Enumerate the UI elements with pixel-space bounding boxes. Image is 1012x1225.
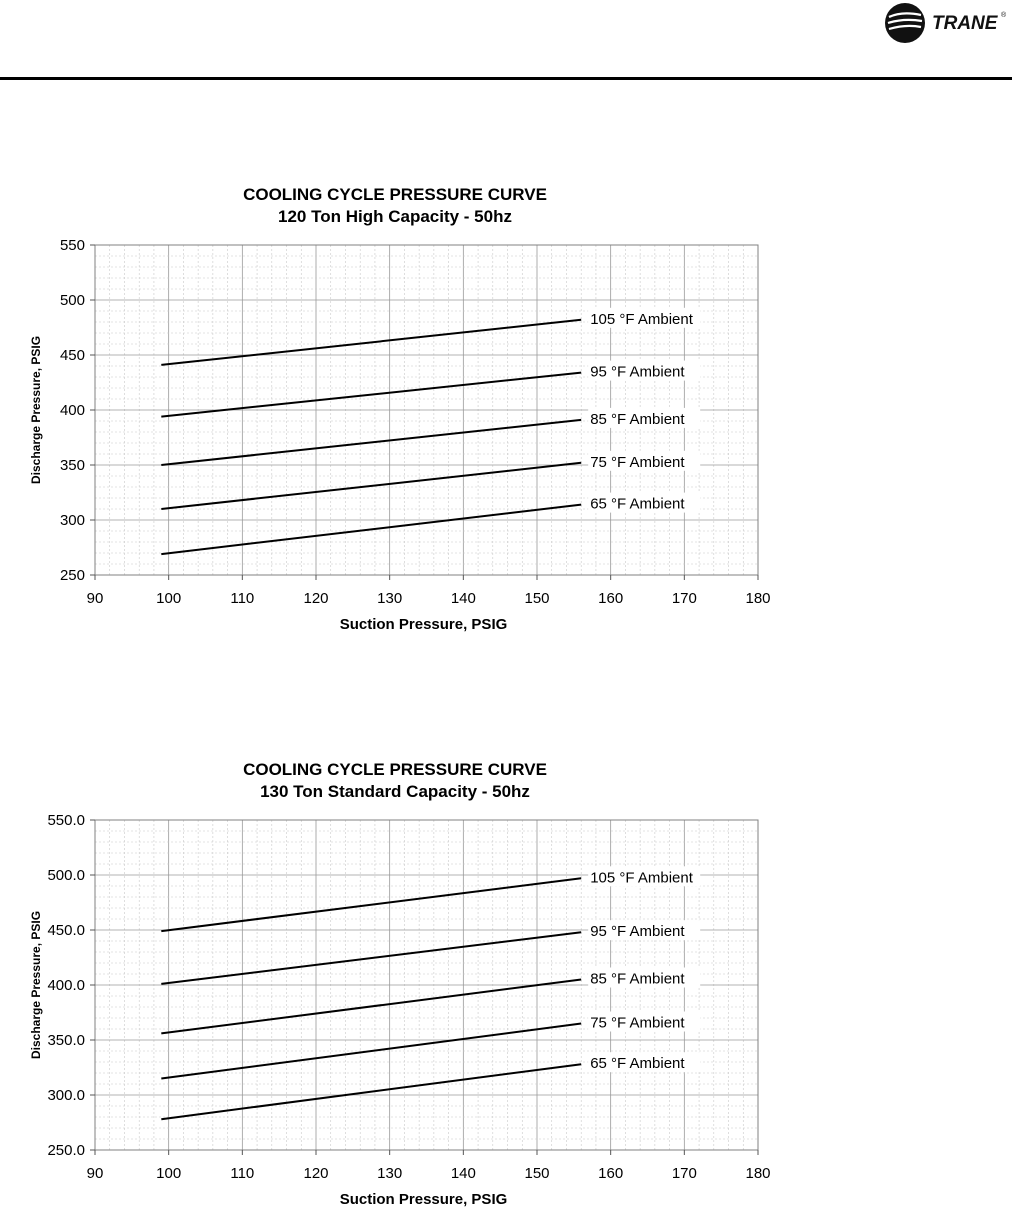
series-label: 85 °F Ambient	[590, 410, 685, 428]
x-tick-label: 160	[598, 1165, 624, 1182]
series-label: 85 °F Ambient	[590, 970, 685, 988]
x-tick-label: 110	[230, 1165, 255, 1182]
trane-logo	[884, 2, 1008, 44]
y-axis-label: Discharge Pressure, PSIG	[29, 910, 43, 1060]
chart-subtitle: 120 Ton High Capacity - 50hz	[278, 207, 512, 226]
series-label: 65 °F Ambient	[590, 1055, 685, 1073]
y-tick-label: 250	[59, 567, 85, 584]
y-tick-label: 550.0	[47, 812, 85, 829]
y-tick-label: 250.0	[47, 1142, 85, 1159]
x-tick-label: 160	[598, 590, 624, 607]
y-tick-label: 400.0	[47, 977, 85, 994]
series-label: 95 °F Ambient	[590, 363, 685, 381]
x-tick-label: 150	[524, 590, 550, 607]
x-tick-label: 170	[671, 590, 697, 607]
x-tick-label: 90	[86, 590, 104, 607]
x-tick-label: 120	[303, 1165, 329, 1182]
y-tick-label: 300.0	[47, 1087, 85, 1104]
series-label: 105 °F Ambient	[590, 869, 693, 887]
series-label: 95 °F Ambient	[590, 923, 685, 941]
y-tick-label: 400	[59, 402, 85, 419]
x-tick-label: 140	[450, 1165, 476, 1182]
y-tick-label: 350	[59, 457, 85, 474]
series-label: 75 °F Ambient	[590, 1014, 685, 1032]
series-label: 105 °F Ambient	[590, 310, 693, 328]
x-tick-label: 110	[230, 590, 255, 607]
y-tick-label: 500	[59, 292, 85, 309]
x-tick-label: 140	[450, 590, 476, 607]
x-tick-label: 90	[86, 1165, 104, 1182]
y-tick-label: 300	[59, 512, 85, 529]
x-tick-label: 130	[377, 590, 403, 607]
chart-title: COOLING CYCLE PRESSURE CURVE	[243, 760, 547, 779]
x-tick-label: 180	[745, 1165, 771, 1182]
series-label: 65 °F Ambient	[590, 495, 685, 513]
logo-registered-mark: ®	[1001, 12, 1007, 19]
chart-130-ton-svg	[0, 745, 1012, 1225]
chart-title: COOLING CYCLE PRESSURE CURVE	[243, 185, 547, 204]
chart-130-ton	[0, 745, 1012, 1225]
chart-120-ton	[0, 170, 1012, 650]
y-axis-label: Discharge Pressure, PSIG	[29, 335, 43, 485]
page-header	[0, 0, 1012, 80]
y-tick-label: 450.0	[47, 922, 85, 939]
x-tick-label: 100	[156, 590, 182, 607]
y-tick-label: 550	[59, 237, 85, 254]
x-tick-label: 150	[524, 1165, 550, 1182]
y-tick-label: 450	[59, 347, 85, 364]
x-tick-label: 120	[303, 590, 329, 607]
x-tick-label: 180	[745, 590, 771, 607]
x-axis-label: Suction Pressure, PSIG	[339, 616, 508, 633]
chart-subtitle: 130 Ton Standard Capacity - 50hz	[260, 782, 530, 801]
y-tick-label: 350.0	[47, 1032, 85, 1049]
chart-120-ton-svg	[0, 170, 1012, 650]
x-tick-label: 130	[377, 1165, 403, 1182]
series-label: 75 °F Ambient	[590, 453, 685, 471]
header-rule	[0, 77, 1012, 80]
x-axis-label: Suction Pressure, PSIG	[339, 1191, 508, 1208]
logo-text: TRANE	[932, 13, 998, 34]
y-tick-label: 500.0	[47, 867, 85, 884]
x-tick-label: 170	[671, 1165, 697, 1182]
x-tick-label: 100	[156, 1165, 182, 1182]
